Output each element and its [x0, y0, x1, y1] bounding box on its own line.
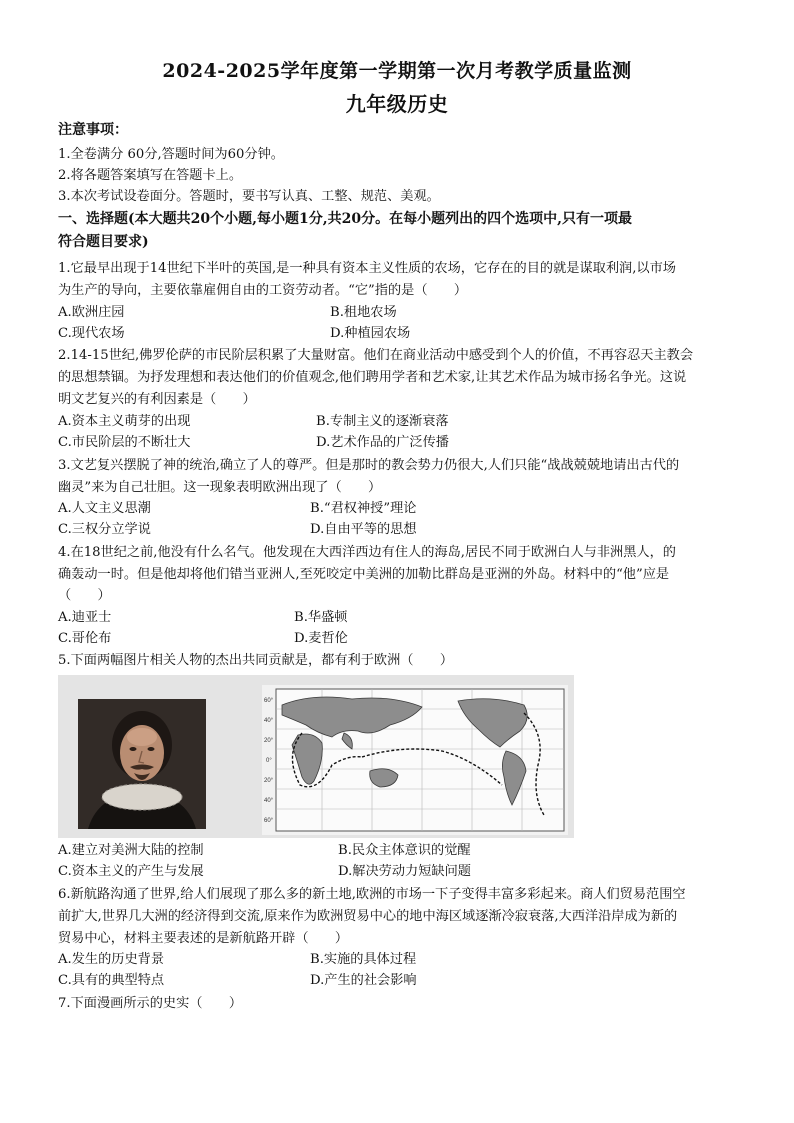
map-lat-label: 40° [264, 718, 274, 724]
question-6-line-3: 贸易中心，材料主要表述的是新航路开辟（ ） [58, 931, 349, 946]
question-1-option-b[interactable]: B.租地农场 [330, 305, 397, 320]
notice-item-1: 1.全卷满分 60分,答题时间为60分钟。 [58, 147, 284, 162]
notice-item-2: 2.将各题答案填写在答题卡上。 [58, 168, 243, 183]
portrait-image [78, 699, 206, 829]
question-5-figure [58, 675, 574, 838]
question-1-line-2: 为生产的导向，主要依靠雇佣自由的工资劳动者。“它”指的是（ ） [58, 283, 468, 298]
question-7-line-1: 7.下面漫画所示的史实（ ） [58, 996, 243, 1011]
question-2-option-a[interactable]: A.资本主义萌芽的出现 [58, 414, 191, 429]
question-2-line-1: 2.14-15世纪,佛罗伦萨的市民阶层积累了大量财富。他们在商业活动中感受到个人的价值，不再容忍天主教会 [58, 348, 694, 363]
question-6-line-2: 前扩大,世界几大洲的经济得到交流,原来作为欧洲贸易中心的地中海区域逐渐冷寂衰落,大西洋沿岸成为新的 [58, 909, 678, 924]
question-4-option-b[interactable]: B.华盛顿 [294, 610, 348, 625]
map-lat-label: 60° [264, 698, 274, 704]
question-5-option-b[interactable]: B.民众主体意识的觉醒 [338, 843, 471, 858]
map-lat-label: 0° [266, 758, 272, 764]
question-4-option-a[interactable]: A.迪亚士 [58, 610, 112, 625]
exam-title: 2024-2025学年度第一学期第一次月考教学质量监测 [162, 60, 632, 82]
question-2-option-c[interactable]: C.市民阶层的不断壮大 [58, 435, 191, 450]
map-lat-label: 20° [264, 778, 274, 784]
question-1-line-1: 1.它最早出现于14世纪下半叶的英国,是一种具有资本主义性质的农场，它存在的目的就是谋取利润,以市场 [58, 261, 676, 276]
question-5-line-1: 5.下面两幅图片相关人物的杰出共同贡献是，都有利于欧洲（ ） [58, 653, 454, 668]
question-3-option-c[interactable]: C.三权分立学说 [58, 522, 151, 537]
question-6-line-1: 6.新航路沟通了世界,给人们展现了那么多的新土地,欧洲的市场一下子变得丰富多彩起来。商人们贸易范围空 [58, 887, 686, 902]
question-6-option-a[interactable]: A.发生的历史背景 [58, 952, 165, 967]
question-4-option-c[interactable]: C.哥伦布 [58, 631, 112, 646]
question-6-option-c[interactable]: C.具有的典型特点 [58, 973, 165, 988]
question-3-option-a[interactable]: A.人文主义思潮 [58, 501, 151, 516]
question-5-option-d[interactable]: D.解决劳动力短缺问题 [338, 864, 471, 879]
question-3-line-1: 3.文艺复兴摆脱了神的统治,确立了人的尊严。但是那时的教会势力仍很大,人们只能“战战兢兢地请出古代的 [58, 458, 680, 473]
section-heading-line2: 符合题目要求) [58, 234, 149, 250]
question-1-option-c[interactable]: C.现代农场 [58, 326, 125, 341]
question-4-option-d[interactable]: D.麦哲伦 [294, 631, 348, 646]
question-3-option-b[interactable]: B.“君权神授”理论 [310, 501, 417, 516]
question-2-line-3: 明文艺复兴的有利因素是（ ） [58, 392, 256, 407]
question-2-option-b[interactable]: B.专制主义的逐渐衰落 [316, 414, 449, 429]
notice-heading: 注意事项： [58, 122, 128, 138]
map-lat-label: 40° [264, 798, 274, 804]
question-1-option-a[interactable]: A.欧洲庄园 [58, 305, 125, 320]
question-2-option-d[interactable]: D.艺术作品的广泛传播 [316, 435, 449, 450]
map-lat-label: 60° [264, 818, 274, 824]
question-2-line-2: 的思想禁锢。为抒发理想和表达他们的价值观念,他们聘用学者和艺术家,让其艺术作品为城市扬名争光。这说 [58, 370, 687, 385]
question-4-line-2: 确轰动一时。但是他却将他们错当亚洲人,至死咬定中美洲的加勒比群岛是亚洲的外岛。材料中的“他”应是 [58, 567, 670, 582]
section-heading-line1: 一、选择题(本大题共20个小题,每小题1分,共20分。在每小题列出的四个选项中,只有一项最 [58, 211, 632, 227]
exam-subtitle: 九年级历史 [345, 92, 449, 116]
world-map-image [262, 685, 568, 835]
question-1-option-d[interactable]: D.种植园农场 [330, 326, 411, 341]
question-4-line-1: 4.在18世纪之前,他没有什么名气。他发现在大西洋西边有住人的海岛,居民不同于欧洲白人与非洲黑人，的 [58, 545, 676, 560]
question-4-line-3: （ ） [58, 588, 111, 603]
question-5-option-c[interactable]: C.资本主义的产生与发展 [58, 864, 204, 879]
question-5-option-a[interactable]: A.建立对美洲大陆的控制 [58, 843, 204, 858]
question-6-option-d[interactable]: D.产生的社会影响 [310, 973, 417, 988]
question-3-option-d[interactable]: D.自由平等的思想 [310, 522, 417, 537]
notice-item-3: 3.本次考试设卷面分。答题时，要书写认真、工整、规范、美观。 [58, 189, 440, 204]
question-3-line-2: 幽灵”来为自己壮胆。这一现象表明欧洲出现了（ ） [58, 480, 382, 495]
question-6-option-b[interactable]: B.实施的具体过程 [310, 952, 417, 967]
map-lat-label: 20° [264, 738, 274, 744]
